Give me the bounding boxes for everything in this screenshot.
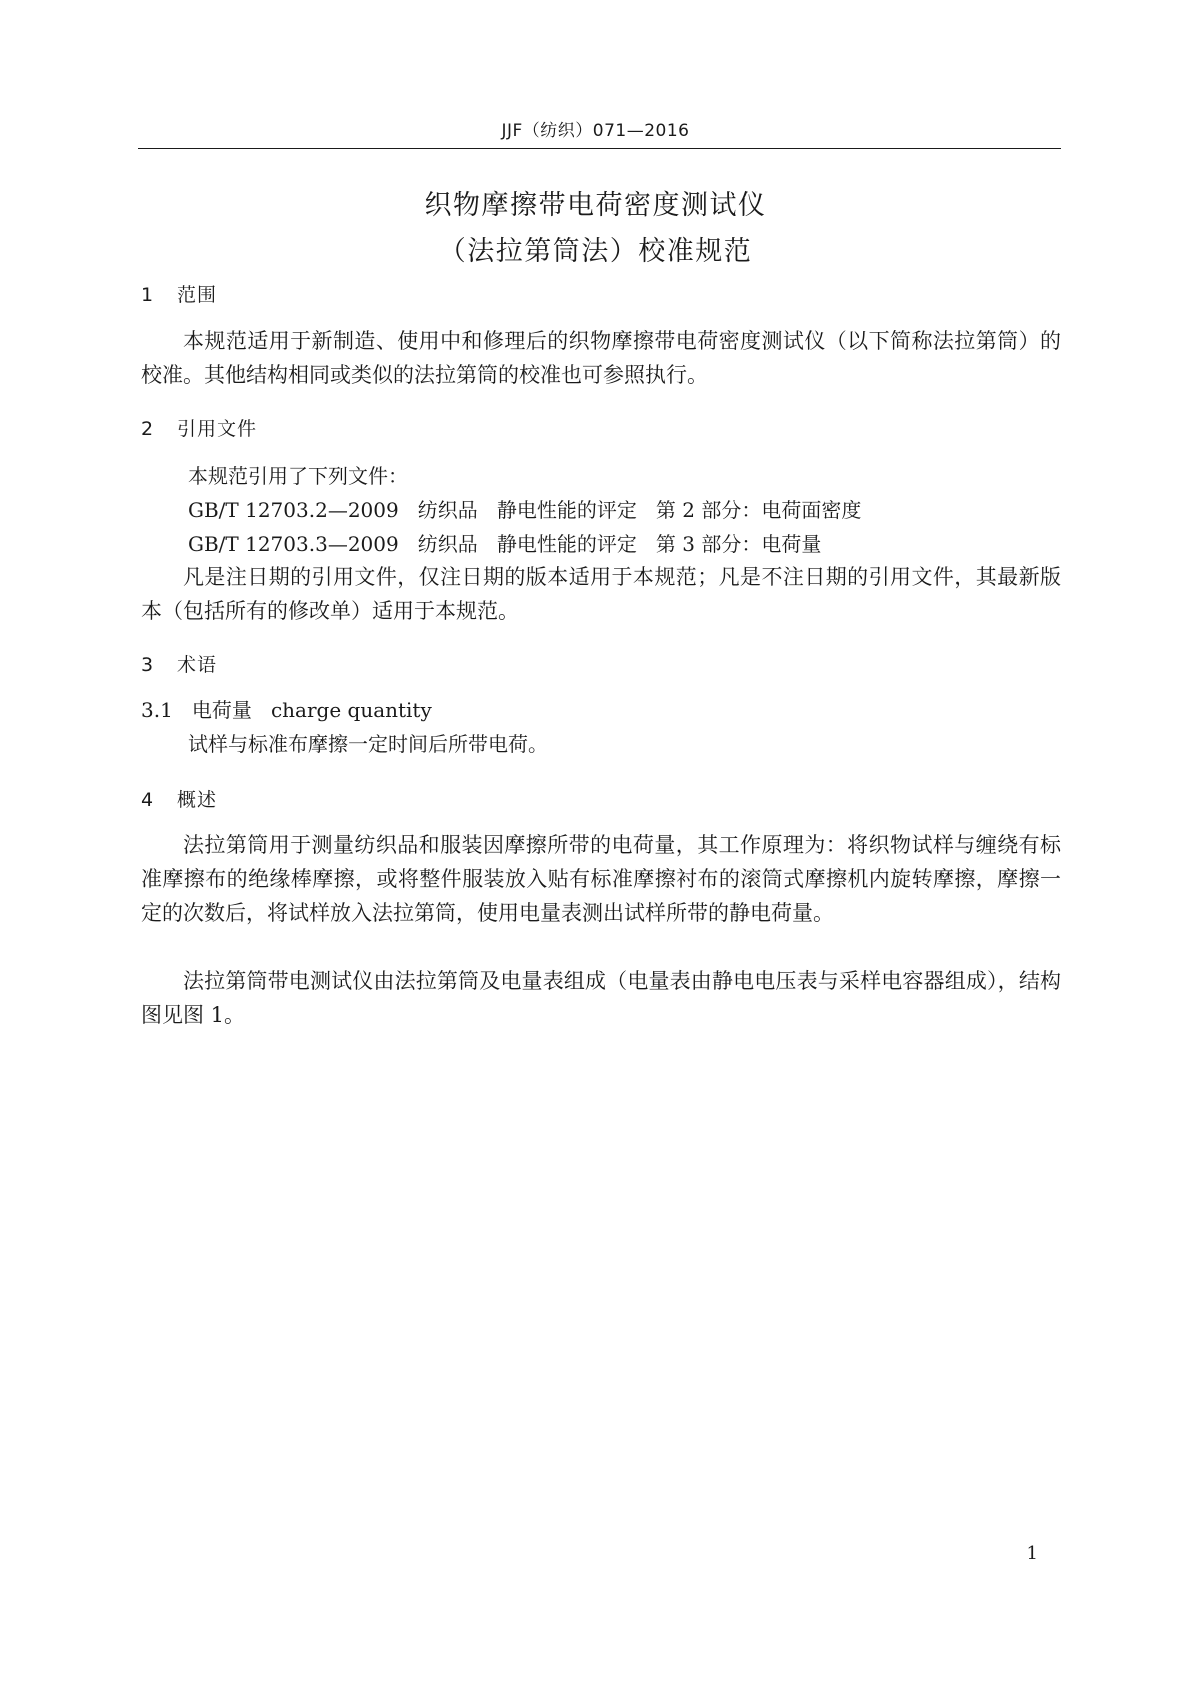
section-title: 范围 [177, 284, 218, 306]
standard-code: JJF（纺织）071—2016 [501, 121, 690, 141]
page-number: 1 [1026, 1543, 1038, 1564]
section-title: 引用文件 [177, 418, 258, 440]
section-4-heading [141, 785, 217, 812]
term-entry: 3.1 电荷量 charge quantity [141, 698, 432, 722]
section-number: 3 [141, 654, 155, 676]
section-title: 概述 [177, 789, 218, 811]
section-number: 2 [141, 418, 155, 440]
reference-item: GB/T 12703.2—2009 纺织品 静电性能的评定 第 2 部分：电荷面密度 [188, 498, 862, 522]
section-2-heading [141, 414, 257, 441]
section-number: 1 [141, 284, 155, 306]
section-number: 4 [141, 789, 155, 811]
section-4-paragraph-2: 法拉第筒带电测试仪由法拉第筒及电量表组成（电量表由静电电压表与采样电容器组成），结构图见图 1。 [141, 969, 1061, 1027]
section-3-heading [141, 650, 217, 677]
document-title-line-1: 织物摩擦带电荷密度测试仪 [424, 190, 767, 221]
section-4-paragraph-1: 法拉第筒用于测量纺织品和服装因摩擦所带的电荷量，其工作原理为：将织物试样与缠绕有标准摩擦布的绝缘棒摩擦，或将整件服装放入贴有标准摩擦衬布的滚筒式摩擦机内旋转摩擦，摩擦一定的次数后，将试样放入法拉第筒，使用电量表测出试样所带的静电荷量。 [141, 833, 1061, 925]
reference-item: GB/T 12703.3—2009 纺织品 静电性能的评定 第 3 部分：电荷量 [188, 532, 822, 556]
document-title-line-2: （法拉第筒法）校准规范 [438, 236, 753, 267]
term-definition: 试样与标准布摩擦一定时间后所带电荷。 [188, 732, 548, 756]
references-intro: 本规范引用了下列文件： [188, 464, 408, 488]
header-divider [138, 148, 1061, 149]
section-title: 术语 [177, 654, 218, 676]
references-note: 凡是注日期的引用文件，仅注日期的版本适用于本规范；凡是不注日期的引用文件，其最新版本（包括所有的修改单）适用于本规范。 [141, 565, 1061, 623]
section-1-heading [141, 280, 217, 307]
section-1-paragraph: 本规范适用于新制造、使用中和修理后的织物摩擦带电荷密度测试仪（以下简称法拉第筒）的校准。其他结构相同或类似的法拉第筒的校准也可参照执行。 [141, 329, 1061, 387]
